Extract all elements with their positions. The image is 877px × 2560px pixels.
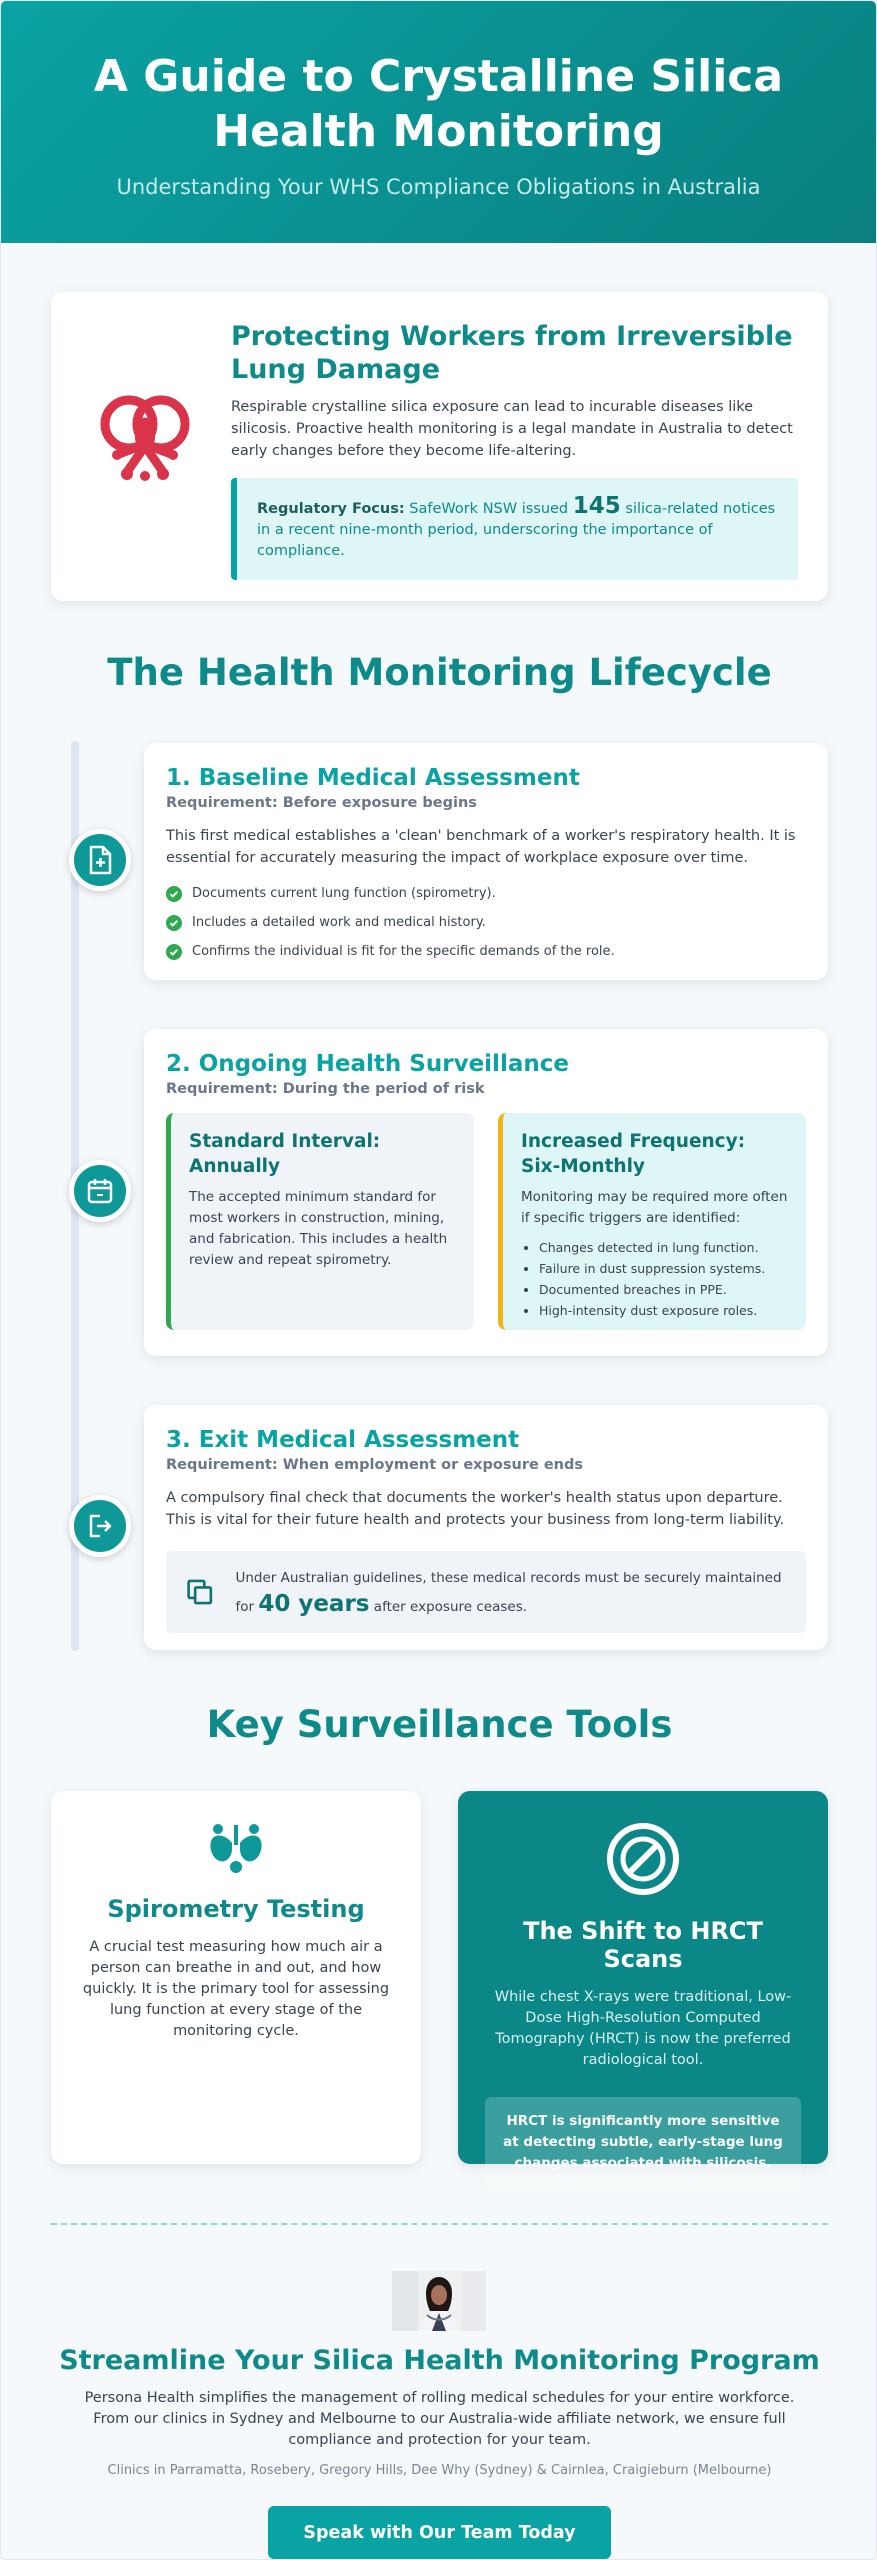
stage-description: A compulsory final check that documents the worker's health status upon departure. This is vital for their future health and protects your business from long-term liability.: [166, 1490, 785, 1528]
list-item: • High-intensity dust exposure roles.: [539, 1300, 788, 1321]
records-text: Under Australian guidelines, these medical records must be securely maintained for 40 years after exposure ceases.: [235, 1569, 782, 1617]
medical-file-icon: [69, 829, 131, 891]
ban-icon: [605, 1821, 681, 1897]
list-item: • Failure in dust suppression systems.: [539, 1258, 788, 1279]
trigger-list: [521, 1237, 788, 1321]
stage-exit-card: [144, 1405, 828, 1650]
hrct-title: The Shift to HRCT Scans: [523, 1917, 763, 1973]
list-item: Confirms the individual is fit for the specific demands of the role.: [166, 937, 806, 966]
increased-frequency-title: Increased Frequency: Six-Monthly: [521, 1131, 746, 1177]
lungs-icon: [89, 382, 201, 494]
tools-title: Key Surveillance Tools: [206, 1703, 673, 1746]
stage-surveillance-card: [144, 1029, 828, 1356]
callout-after: silica-related notices in a recent nine-month period, underscoring the importance of compliance.: [257, 501, 776, 559]
section-divider: [51, 2223, 828, 2225]
stage-title: 3. Exit Medical Assessment: [166, 1427, 520, 1453]
doctor-photo: [392, 2271, 486, 2331]
standard-interval-text: The accepted minimum standard for most workers in construction, mining, and fabrication. This includes a health review and repeat spirometry.: [189, 1189, 448, 1268]
cta-text: Persona Health simplifies the management of rolling medical schedules for your entire workforce. From our clinics in Sydney and Melbourne to our Australia-wide affiliate network, we ensure full compliance and protection for your team.: [84, 2390, 795, 2448]
records-retention-box: [166, 1551, 806, 1633]
cta-title: Streamline Your Silica Health Monitoring Program: [59, 2345, 820, 2376]
increased-frequency-card: [498, 1113, 806, 1330]
stage-title: 2. Ongoing Health Surveillance: [166, 1051, 569, 1077]
calendar-icon: [69, 1160, 131, 1222]
intro-text: Respirable crystalline silica exposure can lead to incurable diseases like silicosis. Proactive health monitoring is a legal mandate in Australia to detect early changes before they become life-altering.: [231, 399, 793, 459]
hrct-card: [458, 1791, 828, 2171]
stage-baseline-card: [144, 743, 828, 980]
stage-description: This first medical establishes a 'clean' benchmark of a worker's respiratory health. It is essential for accurately measuring the impact of workplace exposure over time.: [166, 828, 796, 866]
check-list: [166, 879, 806, 966]
regulatory-callout: [231, 478, 798, 580]
exit-icon: [69, 1495, 131, 1557]
page-title: A Guide to Crystalline Silica Health Monitoring: [93, 51, 784, 157]
spirometry-title: Spirometry Testing: [107, 1895, 365, 1923]
callout-before: SafeWork NSW issued: [409, 501, 569, 517]
list-item: Documents current lung function (spirometry).: [166, 879, 806, 908]
check-circle-icon: [166, 915, 182, 931]
list-item: • Changes detected in lung function.: [539, 1237, 788, 1258]
standard-interval-card: [166, 1113, 474, 1330]
speak-with-team-button[interactable]: Speak with Our Team Today: [268, 2506, 611, 2559]
lifecycle-title: The Health Monitoring Lifecycle: [107, 651, 772, 694]
intro-card: [51, 292, 828, 601]
spirometry-card: [51, 1791, 421, 2164]
callout-label: Regulatory Focus:: [257, 501, 405, 517]
list-item: Includes a detailed work and medical history.: [166, 908, 806, 937]
stage-requirement: Requirement: Before exposure begins: [166, 795, 477, 811]
spirometry-text: A crucial test measuring how much air a person can breathe in and out, and how quickly. It is the primary tool for assessing lung function at every stage of the monitoring cycle.: [82, 1939, 390, 2039]
stage-requirement: Requirement: When employment or exposure ends: [166, 1457, 584, 1473]
check-circle-icon: [166, 944, 182, 960]
check-circle-icon: [166, 886, 182, 902]
stage-title: 1. Baseline Medical Assessment: [166, 765, 580, 791]
page-subtitle: Understanding Your WHS Compliance Obligations in Australia: [116, 175, 761, 199]
copy-document-icon: [186, 1571, 213, 1613]
hrct-note: HRCT is significantly more sensitive at detecting subtle, early-stage lung changes associated with silicosis.: [485, 2097, 801, 2188]
records-years: 40 years: [258, 1590, 370, 1617]
intro-title: Protecting Workers from Irreversible Lung Damage: [231, 321, 793, 385]
list-item: • Documented breaches in PPE.: [539, 1279, 788, 1300]
interval-cards: [166, 1113, 806, 1330]
lungs-icon: [204, 1821, 268, 1875]
stage-requirement: Requirement: During the period of risk: [166, 1081, 485, 1097]
standard-interval-title: Standard Interval: Annually: [189, 1131, 381, 1177]
increased-frequency-text: Monitoring may be required more often if specific triggers are identified:: [521, 1189, 788, 1226]
callout-number: 145: [572, 493, 621, 519]
hrct-text: While chest X-rays were traditional, Low-Dose High-Resolution Computed Tomography (HRCT) is now the preferred radiological tool.: [494, 1989, 792, 2068]
clinic-locations: Clinics in Parramatta, Rosebery, Gregory Hills, Dee Why (Sydney) & Cairnlea, Craigieburn (Melbourne): [107, 2463, 772, 2478]
hero-header: [1, 1, 876, 243]
